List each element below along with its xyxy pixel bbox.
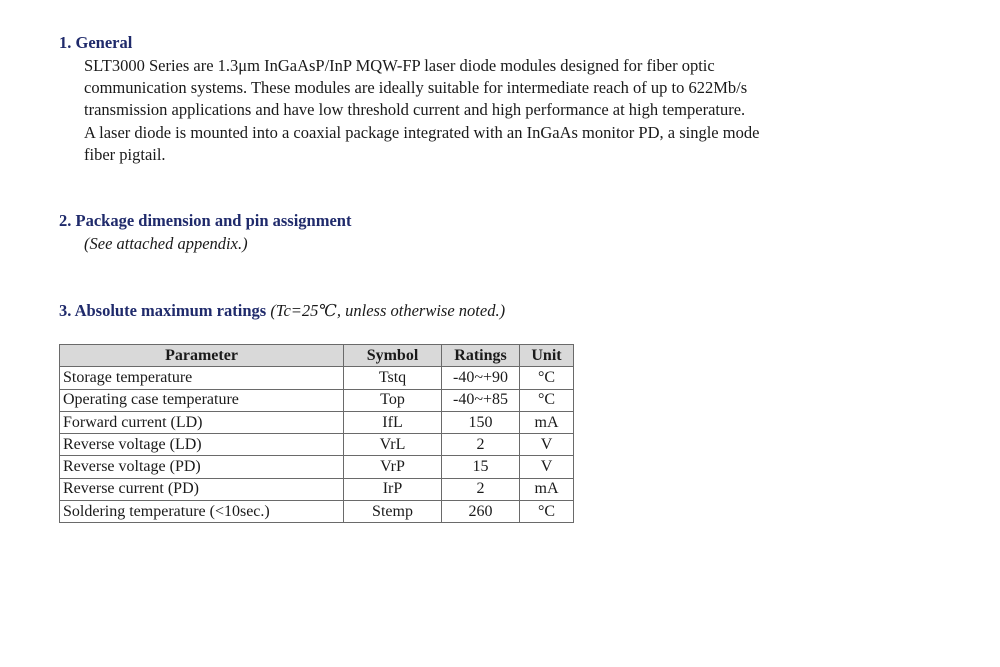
rating-cell: 260 [442, 501, 520, 523]
package-appendix-note: (See attached appendix.) [84, 234, 248, 253]
table-row [60, 411, 574, 433]
rating-cell: 150 [442, 411, 520, 433]
unit-cell: °C [520, 367, 574, 389]
general-paragraph [84, 55, 759, 166]
table-row [60, 434, 574, 456]
symbol-cell: VrP [344, 456, 442, 478]
general-line: transmission applications and have low threshold current and high performance at high temperature. [84, 100, 746, 120]
rating-cell: -40~+85 [442, 389, 520, 411]
column-header-parameter: Parameter [60, 345, 344, 367]
symbol-cell: Tstq [344, 367, 442, 389]
unit-cell: V [520, 434, 574, 456]
table-header-row [60, 345, 574, 367]
section-package-heading: 2. Package dimension and pin assignment [59, 211, 352, 230]
symbol-cell: Stemp [344, 501, 442, 523]
unit-cell: °C [520, 389, 574, 411]
symbol-cell: VrL [344, 434, 442, 456]
general-line: communication systems. These modules are ideally suitable for intermediate reach of up to 622Mb/s [84, 78, 748, 98]
section-ratings-heading [59, 301, 505, 321]
unit-cell: mA [520, 411, 574, 433]
parameter-cell: Reverse voltage (LD) [60, 434, 344, 456]
rating-cell: 2 [442, 478, 520, 500]
table-row [60, 456, 574, 478]
unit-cell: V [520, 456, 574, 478]
general-line: fiber pigtail. [84, 144, 166, 164]
symbol-cell: IfL [344, 411, 442, 433]
table-row [60, 478, 574, 500]
ratings-heading-text: 3. Absolute maximum ratings [59, 301, 267, 320]
parameter-cell: Operating case temperature [60, 389, 344, 411]
column-header-ratings: Ratings [442, 345, 520, 367]
column-header-symbol: Symbol [344, 345, 442, 367]
general-line: SLT3000 Series are 1.3μm InGaAsP/InP MQW-FP laser diode modules designed for fiber optic [84, 56, 715, 75]
symbol-cell: IrP [344, 478, 442, 500]
table-row [60, 367, 574, 389]
ratings-condition-note: (Tc=25℃, unless otherwise noted.) [270, 301, 506, 320]
unit-cell: °C [520, 501, 574, 523]
symbol-cell: Top [344, 389, 442, 411]
table-row [60, 501, 574, 523]
parameter-cell: Reverse current (PD) [60, 478, 344, 500]
unit-cell: mA [520, 478, 574, 500]
general-line: A laser diode is mounted into a coaxial package integrated with an InGaAs monitor PD, a single mode [84, 122, 760, 142]
parameter-cell: Forward current (LD) [60, 411, 344, 433]
rating-cell: 2 [442, 434, 520, 456]
absolute-maximum-ratings-table [59, 344, 574, 523]
parameter-cell: Reverse voltage (PD) [60, 456, 344, 478]
table-row [60, 389, 574, 411]
rating-cell: -40~+90 [442, 367, 520, 389]
rating-cell: 15 [442, 456, 520, 478]
section-general-heading: 1. General [59, 33, 133, 52]
parameter-cell: Soldering temperature (<10sec.) [60, 501, 344, 523]
parameter-cell: Storage temperature [60, 367, 344, 389]
column-header-unit: Unit [520, 345, 574, 367]
